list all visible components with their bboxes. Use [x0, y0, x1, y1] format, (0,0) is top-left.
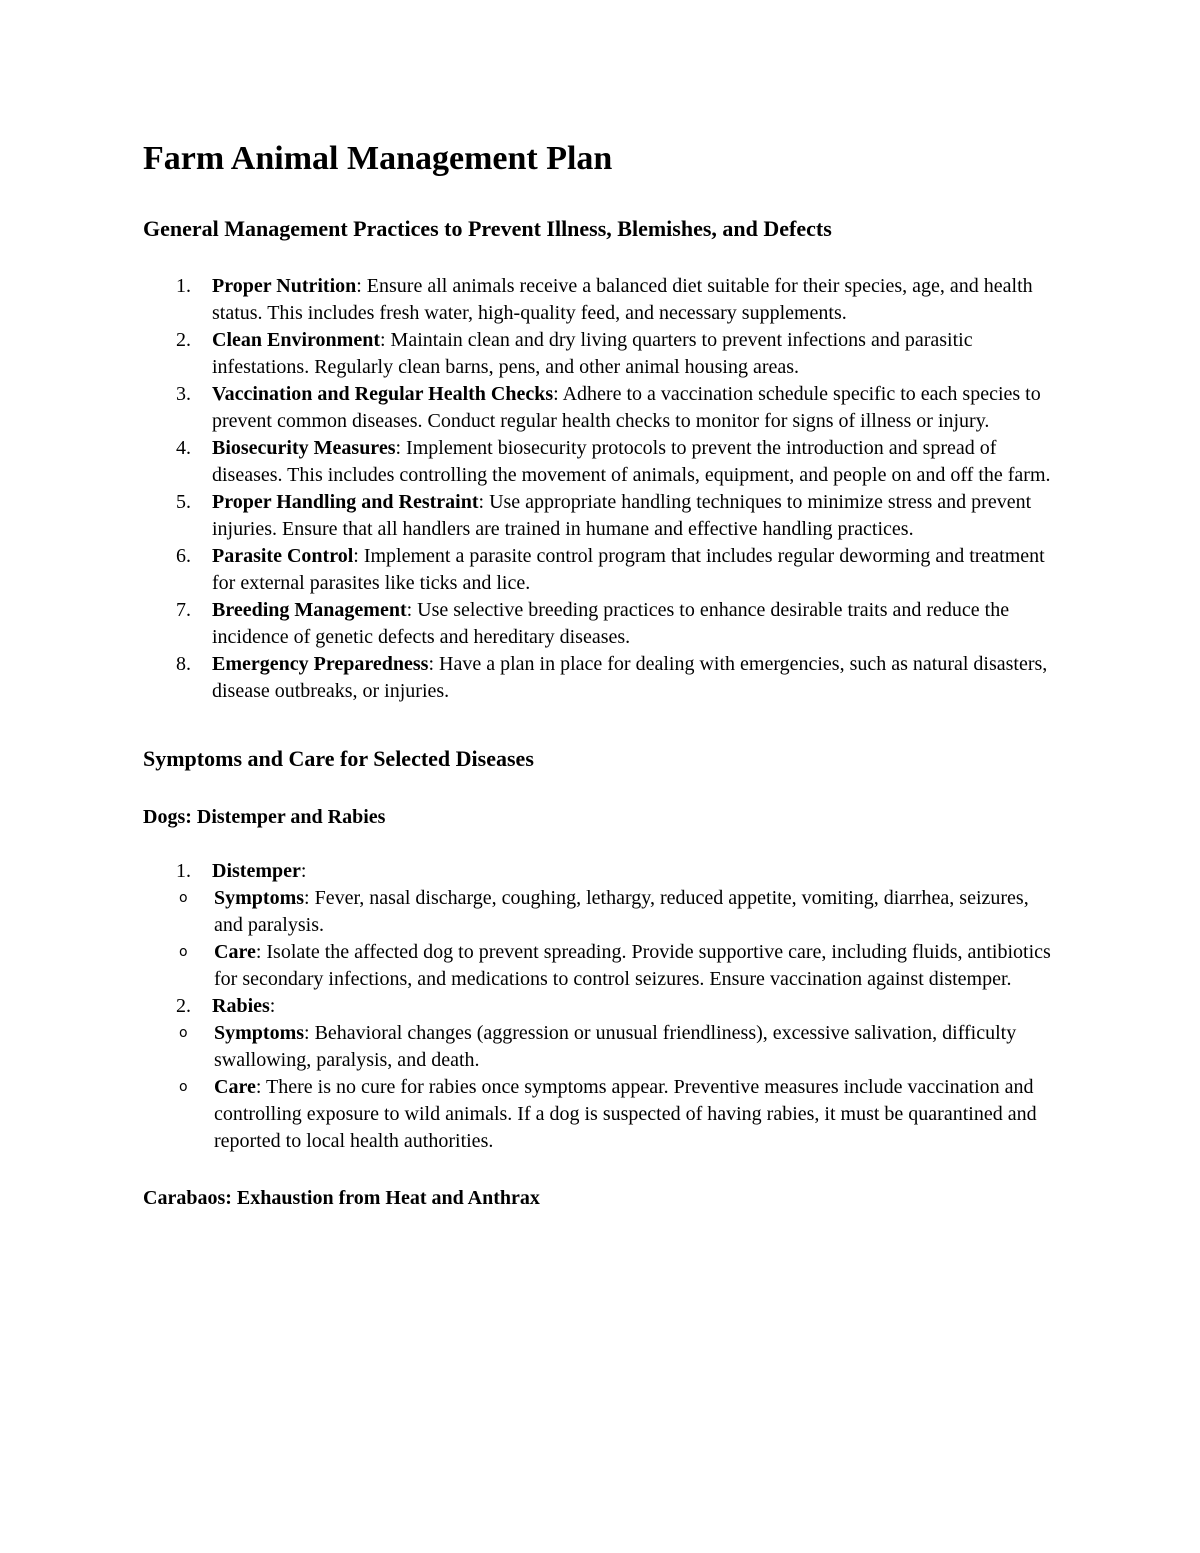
sub-list-item: o Symptoms: Fever, nasal discharge, coughing, lethargy, reduced appetite, vomiting, diarrhea, seizures, and paralysis.	[179, 886, 1029, 936]
bullet-icon: o	[179, 943, 188, 960]
list-item: 2. Rabies: o Symptoms: Behavioral changes (aggression or unusual friendliness), excessive salivation, difficulty swallowing, paralysis, and death. o Care: There is no cure for rabies once symptoms appear. Preventive measures include vaccination and controlling exposure to wild animals. If a dog is suspected of having rabies, it must be quarantined and reported to local health authorities.	[143, 993, 1060, 1155]
item-text: : Maintain clean and dry living quarters to prevent infections and parasitic infestations. Regularly clean barns, pens, and other animal housing areas.	[212, 329, 973, 379]
list-item: 6. Parasite Control: Implement a parasite control program that includes regular deworming and treatment for external parasites like ticks and lice.	[176, 545, 1045, 595]
general-practices-list	[143, 273, 1060, 705]
list-item: 1. Distemper: o Symptoms: Fever, nasal discharge, coughing, lethargy, reduced appetite, vomiting, diarrhea, seizures, and paralysis. o Care: Isolate the affected dog to prevent spreading. Provide supportive care, including fluids, antibiotics for secondary infections, and medications to control seizures. Ensure vaccination against distemper.	[143, 858, 1060, 993]
item-text: : Adhere to a vaccination schedule specific to each species to prevent common diseases. Conduct regular health checks to monitor for signs of illness or injury.	[212, 383, 1041, 433]
disease-details	[143, 885, 1060, 993]
diseases-heading: Symptoms and Care for Selected Diseases	[143, 746, 534, 772]
item-text: : Use appropriate handling techniques to minimize stress and prevent injuries. Ensure that all handlers are trained in humane and effective handling practices.	[212, 491, 1032, 541]
item-term: Clean Environment	[212, 329, 380, 352]
item-text: : Use selective breeding practices to enhance desirable traits and reduce the incidence of genetic defects and hereditary diseases.	[212, 599, 1010, 649]
dogs-disease-list	[143, 858, 1060, 1155]
sub-list-item: o Care: Isolate the affected dog to prevent spreading. Provide supportive care, including fluids, antibiotics for secondary infections, and medications to control seizures. Ensure vaccination against distemper.	[179, 940, 1051, 990]
bullet-icon: o	[179, 1078, 188, 1095]
list-item: 1. Proper Nutrition: Ensure all animals receive a balanced diet suitable for their species, age, and health status. This includes fresh water, high-quality feed, and necessary supplements.	[176, 275, 1033, 325]
item-term: Biosecurity Measures	[212, 437, 396, 460]
carabaos-subheading: Carabaos: Exhaustion from Heat and Anthrax	[143, 1186, 540, 1209]
list-item: 5. Proper Handling and Restraint: Use appropriate handling techniques to minimize stress and prevent injuries. Ensure that all handlers are trained in humane and effective handling practices.	[176, 491, 1032, 541]
bullet-icon: o	[179, 889, 188, 906]
sub-list-item: o Care: There is no cure for rabies once symptoms appear. Preventive measures include vaccination and controlling exposure to wild animals. If a dog is suspected of having rabies, it must be quarantined and reported to local health authorities.	[179, 1075, 1037, 1152]
item-term: Parasite Control	[212, 545, 354, 568]
list-item: 3. Vaccination and Regular Health Checks: Adhere to a vaccination schedule specific to each species to prevent common diseases. Conduct regular health checks to monitor for signs of illness or injury.	[176, 383, 1041, 433]
item-text: : Implement biosecurity protocols to prevent the introduction and spread of diseases. This includes controlling the movement of animals, equipment, and people on and off the farm.	[212, 437, 1051, 487]
item-text: : Ensure all animals receive a balanced diet suitable for their species, age, and health status. This includes fresh water, high-quality feed, and necessary supplements.	[212, 275, 1033, 325]
disease-name: Rabies	[212, 994, 270, 1017]
item-text: : Implement a parasite control program that includes regular deworming and treatment for external parasites like ticks and lice.	[212, 545, 1045, 595]
item-term: Vaccination and Regular Health Checks	[212, 383, 554, 406]
dogs-subheading: Dogs: Distemper and Rabies	[143, 805, 386, 828]
item-term: Proper Handling and Restraint	[212, 491, 479, 514]
list-item: 2. Clean Environment: Maintain clean and dry living quarters to prevent infections and parasitic infestations. Regularly clean barns, pens, and other animal housing areas.	[176, 329, 973, 379]
disease-name: Distemper	[212, 859, 301, 882]
list-item: 8. Emergency Preparedness: Have a plan in place for dealing with emergencies, such as natural disasters, disease outbreaks, or injuries.	[176, 653, 1048, 703]
disease-details	[143, 1020, 1060, 1155]
sub-list-item: o Symptoms: Behavioral changes (aggression or unusual friendliness), excessive salivation, difficulty swallowing, paralysis, and death.	[179, 1021, 1017, 1071]
item-term: Breeding Management	[212, 599, 407, 622]
item-term: Proper Nutrition	[212, 275, 357, 298]
item-text: : Have a plan in place for dealing with emergencies, such as natural disasters, disease outbreaks, or injuries.	[212, 653, 1048, 703]
document-title: Farm Animal Management Plan	[143, 140, 613, 177]
general-practices-heading: General Management Practices to Prevent Illness, Blemishes, and Defects	[143, 215, 832, 241]
list-item: 4. Biosecurity Measures: Implement biosecurity protocols to prevent the introduction and spread of diseases. This includes controlling the movement of animals, equipment, and people on and off the farm.	[176, 437, 1051, 487]
item-term: Emergency Preparedness	[212, 653, 429, 676]
bullet-icon: o	[179, 1024, 188, 1041]
list-item: 7. Breeding Management: Use selective breeding practices to enhance desirable traits and reduce the incidence of genetic defects and hereditary diseases.	[176, 599, 1010, 649]
